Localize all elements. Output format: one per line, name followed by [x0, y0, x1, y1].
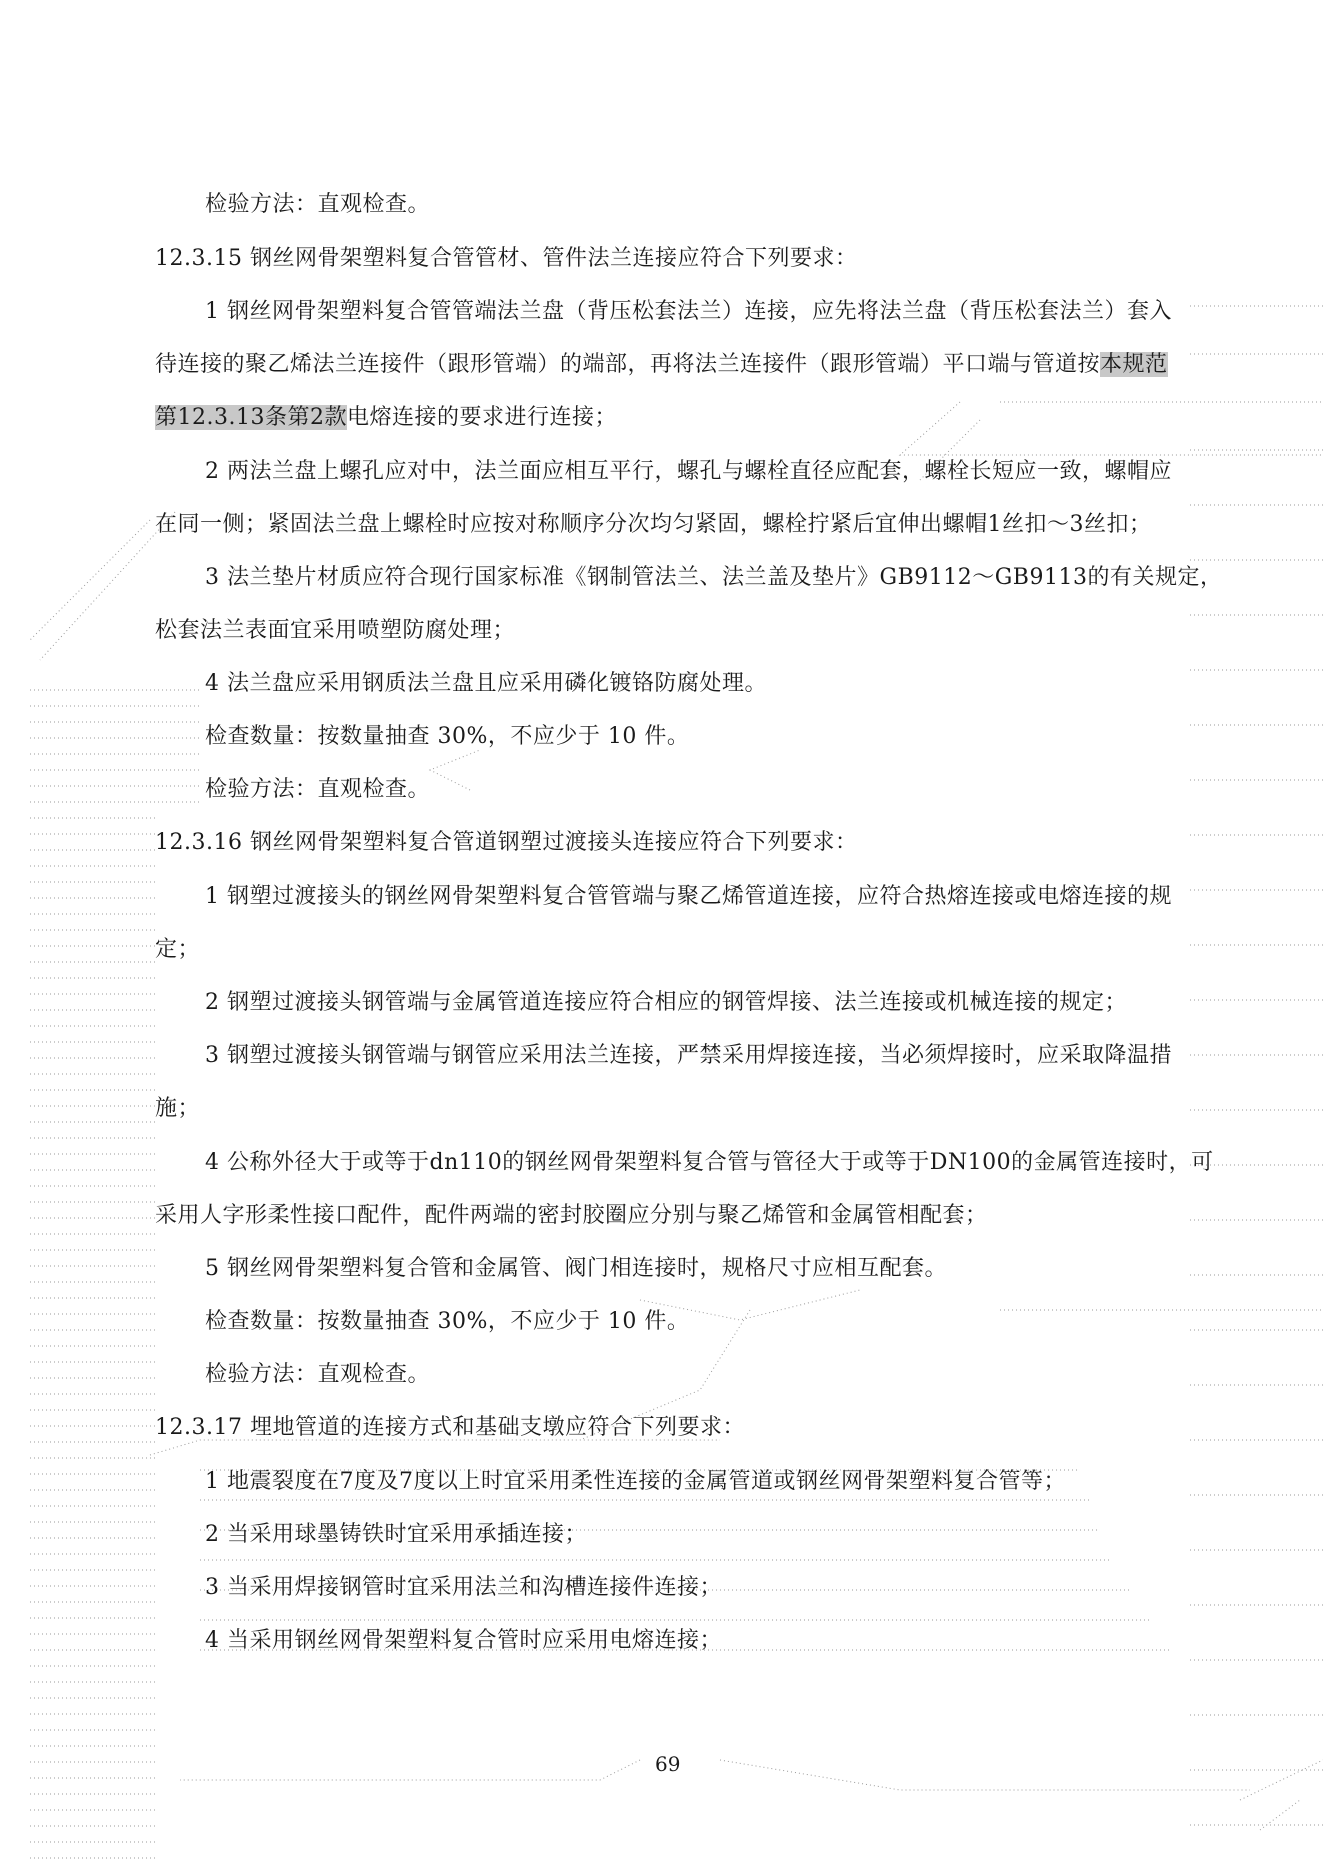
item-2-line-1: 2 两法兰盘上螺孔应对中，法兰面应相互平行，螺孔与螺栓直径应配套，螺栓长短应一致，螺帽应: [205, 459, 1172, 484]
right-margin-dotted-lines: [1190, 560, 1323, 1825]
highlighted-reference: 本规范: [1100, 352, 1168, 377]
inspection-method: 检验方法：直观检查。: [205, 777, 431, 802]
item-1-line-1: 1 钢丝网骨架塑料复合管管端法兰盘（背压松套法兰）连接，应先将法兰盘（背压松套法兰）套入: [205, 299, 1172, 324]
item-1-line-3: 第12.3.13条第2款电熔连接的要求进行连接；: [155, 405, 617, 430]
item-3-line-1: 3 钢塑过渡接头钢管端与钢管应采用法兰连接，严禁采用焊接连接，当必须焊接时，应采取降温措: [205, 1043, 1172, 1068]
clause-12-3-15: 12.3.15 钢丝网骨架塑料复合管管材、管件法兰连接应符合下列要求：: [155, 246, 858, 271]
item-4: 4 当采用钢丝网骨架塑料复合管时应采用电熔连接；: [205, 1628, 722, 1653]
item-4-line-1: 4 公称外径大于或等于dn110的钢丝网骨架塑料复合管与管径大于或等于DN100的金属管连接时，可: [205, 1150, 1214, 1175]
connector-dotted-lines: [150, 750, 1323, 1830]
item-1-line-2: 待连接的聚乙烯法兰连接件（跟形管端）的端部，再将法兰连接件（跟形管端）平口端与管道按本规范: [155, 352, 1168, 377]
item-3-line-2: 松套法兰表面宜采用喷塑防腐处理；: [155, 618, 516, 643]
item-4-line-2: 采用人字形柔性接口配件，配件两端的密封胶圈应分别与聚乙烯管和金属管相配套；: [155, 1203, 988, 1228]
item-3: 3 当采用焊接钢管时宜采用法兰和沟槽连接件连接；: [205, 1575, 722, 1600]
item-5: 5 钢丝网骨架塑料复合管和金属管、阀门相连接时，规格尺寸应相互配套。: [205, 1256, 947, 1281]
item-3-line-2: 施；: [155, 1096, 201, 1121]
clause-12-3-16: 12.3.16 钢丝网骨架塑料复合管道钢塑过渡接头连接应符合下列要求：: [155, 830, 858, 855]
item-2: 2 当采用球墨铸铁时宜采用承插连接；: [205, 1522, 587, 1547]
inspection-quantity: 检查数量：按数量抽查 30%，不应少于 10 件。: [205, 1309, 690, 1334]
item-1-line-1: 1 钢塑过渡接头的钢丝网骨架塑料复合管管端与聚乙烯管道连接，应符合热熔连接或电熔连接的规: [205, 884, 1172, 909]
left-margin-dotted-lines: [30, 690, 200, 1858]
inspection-quantity: 检查数量：按数量抽查 30%，不应少于 10 件。: [205, 724, 690, 749]
item-3-line-1: 3 法兰垫片材质应符合现行国家标准《钢制管法兰、法兰盖及垫片》GB9112～GB9113的有关规定，: [205, 565, 1223, 590]
item-1-line-2: 定；: [155, 937, 201, 962]
item-2-line-2: 在同一侧；紧固法兰盘上螺栓时应按对称顺序分次均匀紧固，螺栓拧紧后宜伸出螺帽1丝扣～3丝扣；: [155, 512, 1152, 537]
item-1: 1 地震裂度在7度及7度以上时宜采用柔性连接的金属管道或钢丝网骨架塑料复合管等；: [205, 1469, 1066, 1494]
highlighted-reference: 第12.3.13条第2款: [155, 405, 347, 430]
item-4: 4 法兰盘应采用钢质法兰盘且应采用磷化镀铬防腐处理。: [205, 671, 767, 696]
item-2: 2 钢塑过渡接头钢管端与金属管道连接应符合相应的钢管焊接、法兰连接或机械连接的规定；: [205, 990, 1127, 1015]
inspection-method: 检验方法：直观检查。: [205, 1362, 431, 1387]
inspection-method: 检验方法：直观检查。: [205, 192, 431, 217]
clause-12-3-17: 12.3.17 埋地管道的连接方式和基础支墩应符合下列要求：: [155, 1415, 745, 1440]
page-number: 69: [655, 1752, 681, 1776]
